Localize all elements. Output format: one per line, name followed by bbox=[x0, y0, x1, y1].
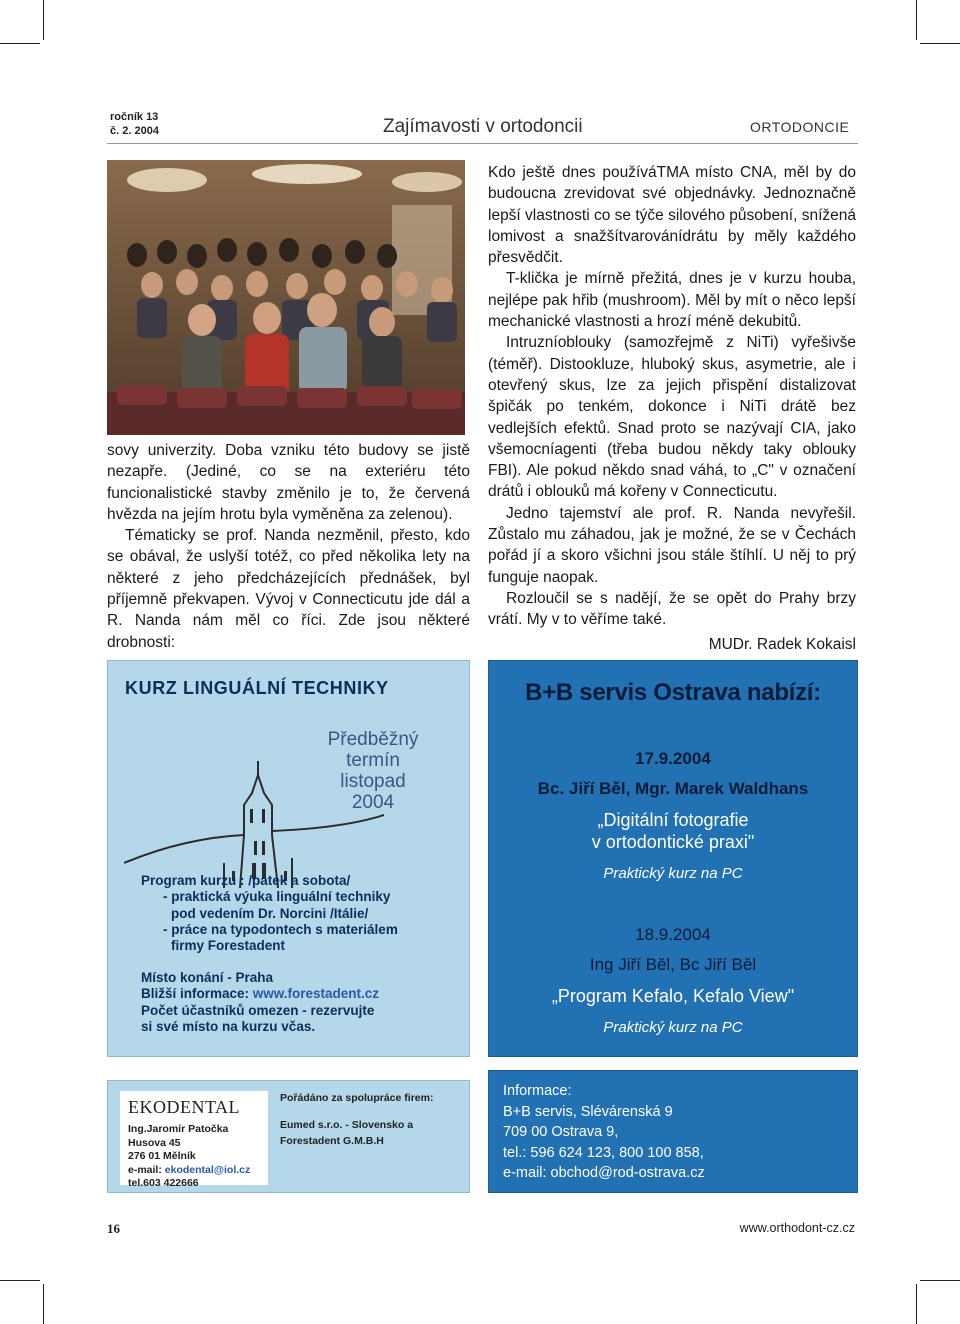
event-1 bbox=[489, 749, 857, 882]
author-signature: MUDr. Radek Kokaisl bbox=[708, 635, 856, 653]
contact-email bbox=[128, 1164, 250, 1178]
info-company: B+B servis, Slévárenská 9 bbox=[503, 1103, 673, 1120]
course-program bbox=[141, 873, 398, 954]
paragraph: Kdo ještě dnes používáTMA místo CNA, měl by do budoucna zrevidovat své objednávky. Jednoznačně lepší vlastnosti co se týče silového působení, snížená lomivost a snažšítvarovánídrátu by měly každého přesvědčit. bbox=[488, 164, 856, 267]
date-line: 2004 bbox=[351, 792, 395, 813]
crop-mark bbox=[916, 0, 917, 40]
crop-mark bbox=[920, 1280, 960, 1281]
program-line: - práce na typodontech s materiálem bbox=[163, 921, 398, 937]
ekodental-card bbox=[120, 1091, 268, 1189]
article-left-column bbox=[107, 440, 470, 653]
organizers bbox=[280, 1091, 433, 1149]
program-line: - praktická výuka linguální techniky bbox=[163, 889, 391, 905]
info-email[interactable]: e-mail: obchod@rod-ostrava.cz bbox=[503, 1165, 705, 1181]
topic-line: v ortodontické praxi" bbox=[591, 832, 755, 852]
topic-line: „Digitální fotografie bbox=[597, 810, 749, 830]
course-title: KURZ LINGUÁLNÍ TECHNIKY bbox=[125, 678, 389, 698]
paragraph: T-klička je mírně přežitá, dnes je v kurzu houba, nejlépe pak hřib (mushroom). Měl by mít o něco lepší mechanické vlastnosti a hrozí méně dekubitů. bbox=[488, 270, 856, 331]
venue-line: Místo konání - Praha bbox=[141, 970, 274, 985]
partner-list bbox=[280, 1117, 433, 1149]
lecture-audience-photo bbox=[107, 160, 465, 435]
crop-mark bbox=[0, 1280, 40, 1281]
footer-url[interactable]: www.orthodont-cz.cz bbox=[739, 1221, 855, 1235]
email-label: e-mail: bbox=[128, 1163, 165, 1176]
partner-item: Forestadent G.M.B.H bbox=[280, 1135, 384, 1147]
section-label: ORTODONCIE bbox=[750, 119, 850, 135]
crop-mark bbox=[916, 1284, 917, 1324]
article-right-column bbox=[488, 162, 856, 655]
ekodental-box bbox=[107, 1080, 470, 1193]
info-label: Bližší informace: bbox=[141, 986, 253, 1002]
issue-info bbox=[110, 110, 159, 138]
course-tentative-date bbox=[308, 729, 438, 813]
capacity-line: si své místo na kurzu včas. bbox=[141, 1018, 316, 1034]
info-label: Informace: bbox=[503, 1083, 572, 1099]
header-divider bbox=[107, 143, 858, 144]
paragraph: Intruzníoblouky (samozřejmě z NiTi) vyřešivše (téměř). Distookluze, hluboký skus, asymetrie, ale i otevřený skus, lze za jejich přispění distalizovat špičák po tenkém, dokonce i NiTi drátě bez vedlejších efektů. Snad proto se nazývají CIA, jako všemocníagenti (třeba budou někdy taky oblouky FBI). Ale pokud někdo snad váhá, to „C" v označení drátů i oblouků má kořeny v Connecticutu. bbox=[488, 334, 856, 501]
program-line: firmy Forestadent bbox=[171, 938, 286, 954]
ekodental-logo: EKODENTAL bbox=[128, 1097, 241, 1117]
event-topic bbox=[489, 809, 857, 853]
course-advertisement bbox=[107, 660, 470, 1057]
contact-info bbox=[503, 1081, 705, 1184]
date-line: termín bbox=[346, 750, 400, 771]
course-venue-info bbox=[141, 970, 379, 1035]
contact-name: Ing.Jaromír Patočka bbox=[128, 1123, 229, 1135]
partner-item: Eumed s.r.o. - Slovensko a bbox=[280, 1119, 414, 1131]
issue-number: č. 2. 2004 bbox=[110, 125, 159, 137]
issue-volume: ročník 13 bbox=[110, 111, 159, 123]
contact-phone: tel.603 422666 bbox=[128, 1177, 199, 1189]
paragraph: Jedno tajemství ale prof. R. Nanda nevyřešil. Zůstalo mu záhadou, jak je možné, že se v Čechách pořád jí a skoro všichni jsou stále štíhlí. U něj to prý funguje naopak. bbox=[488, 504, 856, 586]
page-title: Zajímavosti v ortodoncii bbox=[383, 116, 583, 137]
event-2 bbox=[489, 925, 857, 1036]
crop-mark bbox=[920, 43, 960, 44]
info-city: 709 00 Ostrava 9, bbox=[503, 1124, 619, 1140]
paragraph: sovy univerzity. Doba vzniku této budovy se jistě nezapře. (Jediné, co se na exteriéru této funcionalistické stavby změnilo je to, že červená hvězda na jejím hrotu byla vyměněna za zelenou). bbox=[107, 442, 470, 523]
paragraph: Rozloučil se s nadějí, že se opět do Prahy brzy vrátí. My v to věříme také. bbox=[488, 589, 856, 629]
program-line: pod vedením Dr. Norcini /Itálie/ bbox=[171, 905, 369, 921]
page-number: 16 bbox=[107, 1221, 120, 1236]
crop-mark bbox=[43, 1284, 44, 1324]
email-link[interactable]: ekodental@iol.cz bbox=[164, 1163, 251, 1176]
crop-mark bbox=[43, 0, 44, 40]
event-speakers: Ing Jiří Běl, Bc Jiří Běl bbox=[589, 955, 757, 974]
contact-info-box bbox=[488, 1070, 858, 1193]
contact-street: Husova 45 bbox=[128, 1136, 181, 1149]
ekodental-address bbox=[128, 1123, 250, 1191]
event-speakers: Bc. Jiří Běl, Mgr. Marek Waldhans bbox=[537, 779, 809, 798]
event-note: Praktický kurz na PC bbox=[603, 1019, 743, 1036]
info-phone: tel.: 596 624 123, 800 100 858, bbox=[503, 1144, 704, 1161]
event-date: 17.9.2004 bbox=[635, 749, 711, 768]
event-note: Praktický kurz na PC bbox=[603, 865, 743, 882]
forestadent-link[interactable]: www.forestadent.cz bbox=[252, 986, 380, 1002]
date-line: listopad bbox=[340, 771, 406, 792]
contact-city: 276 01 Mělník bbox=[128, 1150, 196, 1162]
paragraph: Tématicky se prof. Nanda nezměnil, přesto, kdo se obával, že uslyší totéž, co před několika lety na některé z jeho předcházejících přednášek, byl příjemně překvapen. Vývoj v Connecticutu jde dál a R. Nanda nám měl co říci. Zde jsou některé drobnosti: bbox=[107, 527, 470, 651]
event-date: 18.9.2004 bbox=[635, 925, 711, 944]
event-topic: „Program Kefalo, Kefalo View" bbox=[551, 986, 795, 1006]
crop-mark bbox=[0, 43, 40, 44]
audience-illustration bbox=[107, 160, 465, 435]
info-line bbox=[141, 986, 379, 1002]
bb-servis-advertisement bbox=[488, 660, 858, 1057]
bb-title: B+B servis Ostrava nabízí: bbox=[525, 679, 821, 706]
program-line: Program kurzu : /pátek a sobota/ bbox=[141, 873, 351, 888]
organizers-label: Pořádáno za spolupráce firem: bbox=[280, 1092, 434, 1104]
date-line: Předběžný bbox=[327, 729, 419, 750]
capacity-line: Počet účastníků omezen - rezervujte bbox=[141, 1002, 375, 1018]
